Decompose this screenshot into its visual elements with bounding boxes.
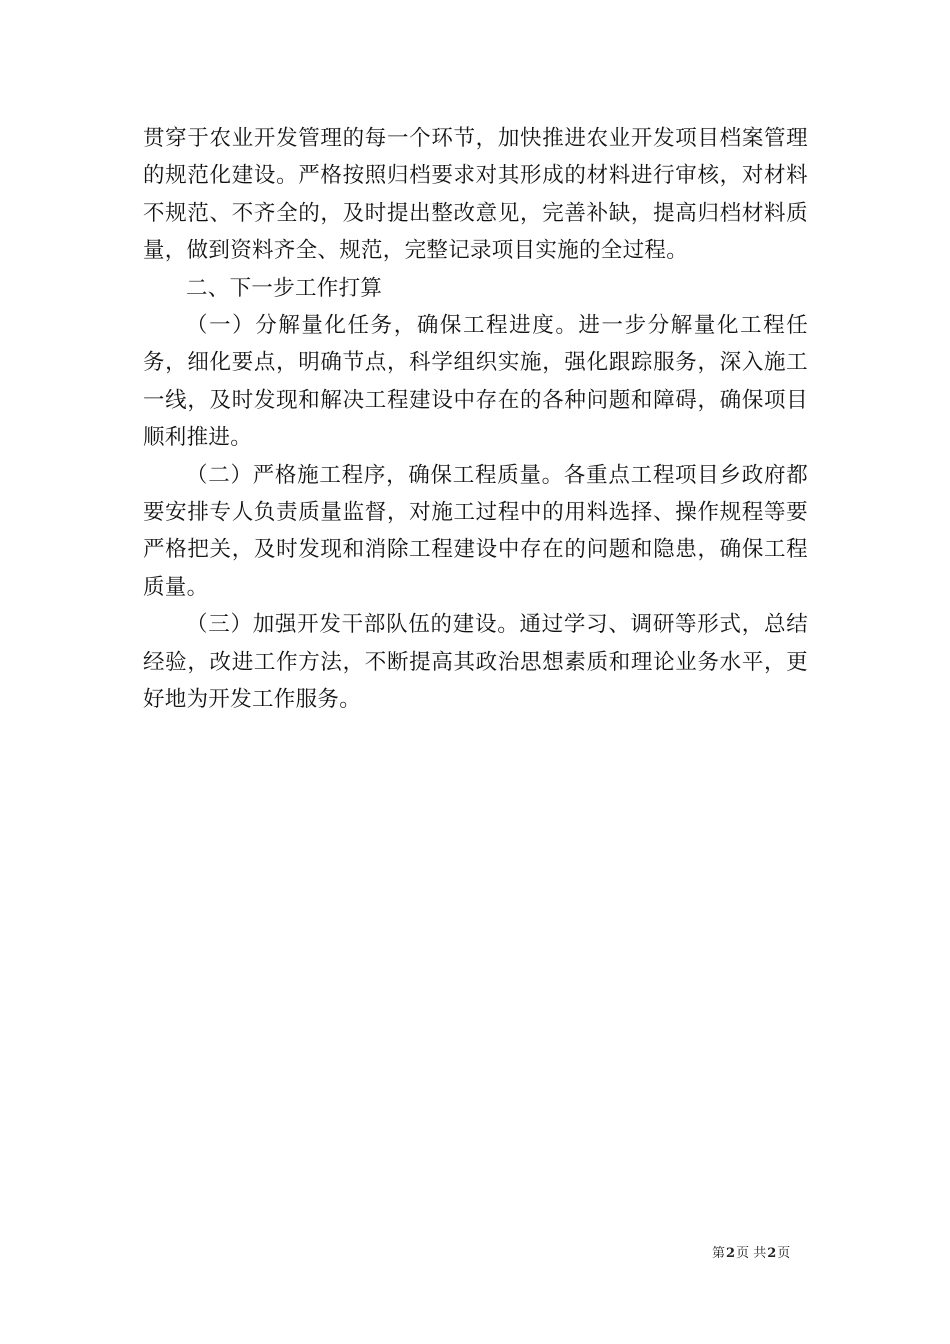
footer-prefix: 第 <box>712 1246 726 1261</box>
document-body <box>143 120 808 719</box>
paragraph-item-1: （一）分解量化任务，确保工程进度。进一步分解量化工程任务，细化要点，明确节点，科学组织实施，强化跟踪服务，深入施工一线，及时发现和解决工程建设中存在的各种问题和障碍，确保项目顺利推进。 <box>143 313 808 451</box>
footer-suffix: 页 <box>777 1246 791 1261</box>
page-number-footer <box>712 1246 822 1262</box>
paragraph-item-2: （二）严格施工程序，确保工程质量。各重点工程项目乡政府都要安排专人负责质量监督，对施工过程中的用料选择、操作规程等要严格把关，及时发现和消除工程建设中存在的问题和隐患，确保工程质量。 <box>143 462 808 600</box>
paragraph-continuation: 贯穿于农业开发管理的每一个环节，加快推进农业开发项目档案管理的规范化建设。严格按照归档要求对其形成的材料进行审核，对材料不规范、不齐全的，及时提出整改意见，完善补缺，提高归档材料质量，做到资料齐全、规范，完整记录项目实施的全过程。 <box>143 126 808 264</box>
section-heading-next-steps: 二、下一步工作打算 <box>186 275 383 301</box>
footer-middle: 页 共 <box>736 1246 767 1261</box>
current-page-number: 2 <box>726 1246 736 1261</box>
paragraph-item-3: （三）加强开发干部队伍的建设。通过学习、调研等形式，总结经验，改进工作方法，不断提高其政治思想素质和理论业务水平，更好地为开发工作服务。 <box>143 612 808 713</box>
total-pages-number: 2 <box>767 1246 777 1261</box>
